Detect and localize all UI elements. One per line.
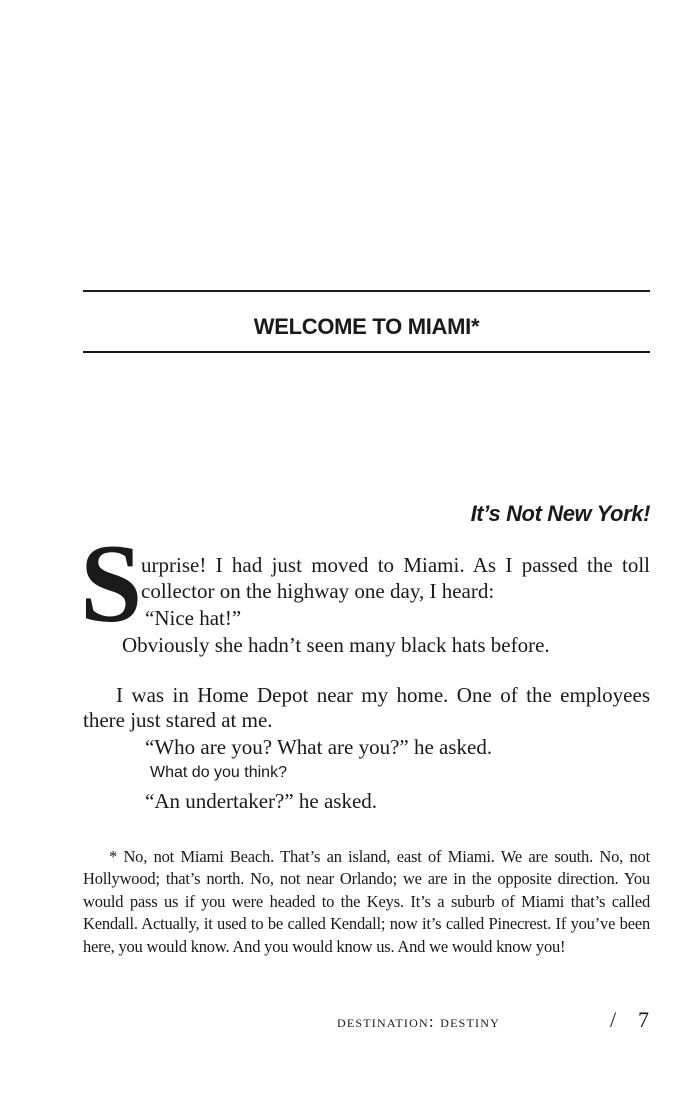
- footer-separator: /: [610, 1007, 617, 1032]
- dialogue-line: “Nice hat!”: [145, 606, 242, 630]
- footnote: * No, not Miami Beach. That’s an island, east of Miami. We are south. No, not Hollywood; that’s north. No, not near Orlando; we are in the opposite direction. You would pass us if you were headed to the Keys. It’s a suburb of Miami that’s called Kendall. Actually, it used to be called Kendall; now it’s called Pinecrest. If you’ve been here, you would know. And you would know us. And we would know you!: [83, 847, 650, 956]
- section-title: It’s Not New York!: [470, 501, 650, 526]
- dialogue-line: What do you think?: [150, 764, 287, 781]
- paragraph-line: urprise! I had just moved to Miami. As I passed the toll: [141, 553, 650, 577]
- dialogue-line: “Who are you? What are you?” he asked.: [145, 735, 493, 759]
- paragraph-line: Obviously she hadn’t seen many black hats before.: [122, 633, 550, 657]
- running-footer-title: destination: destiny: [337, 1012, 500, 1031]
- dialogue-line: “An undertaker?” he asked.: [145, 789, 378, 813]
- paragraph-line: there just stared at me.: [83, 708, 273, 732]
- drop-cap: S: [80, 522, 143, 646]
- chapter-title-bottom-rule: [83, 351, 650, 353]
- paragraph-line: collector on the highway one day, I heard:: [141, 579, 495, 603]
- chapter-title: WELCOME TO MIAMI*: [253, 314, 480, 339]
- paragraph-line: I was in Home Depot near my home. One of the employees: [116, 683, 650, 707]
- page-number: 7: [638, 1007, 649, 1032]
- chapter-title-top-rule: [83, 290, 650, 292]
